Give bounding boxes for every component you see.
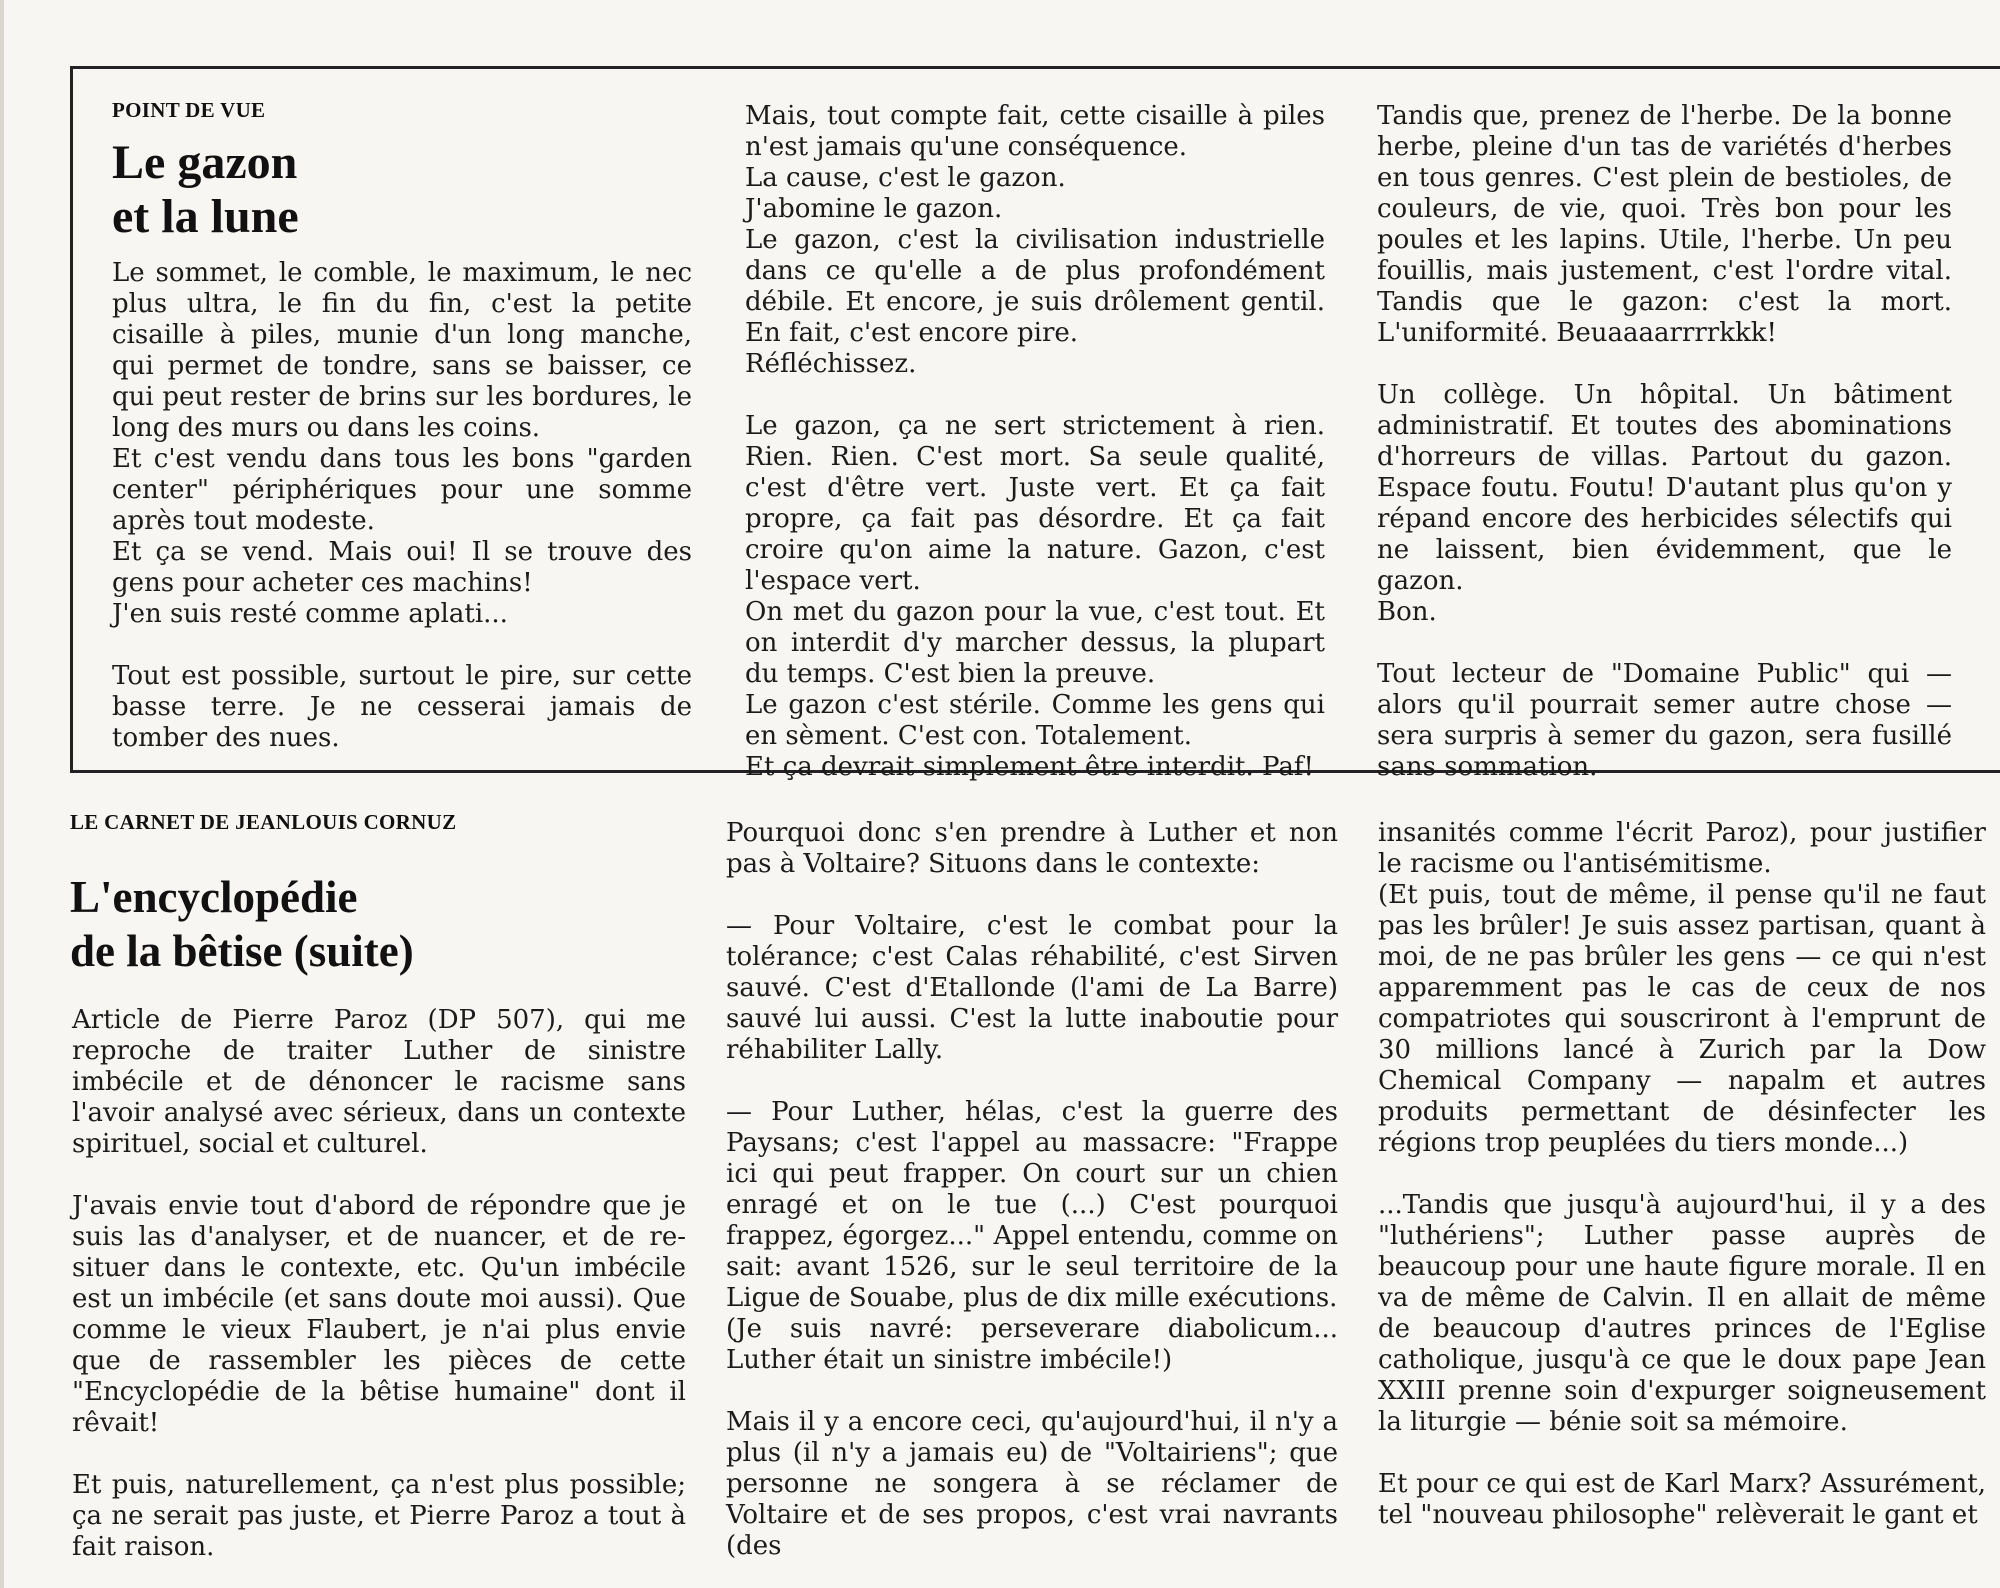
paragraph: Et c'est vendu dans tous les bons "garden center" périphériques pour une somme après tout modeste. [112, 444, 692, 536]
section-kicker-point-de-vue: POINT DE VUE [112, 98, 266, 122]
section-kicker-carnet: LE CARNET DE JEANLOUIS CORNUZ [70, 810, 457, 834]
paragraph: ...Tandis que jusqu'à aujourd'hui, il y a des "luthériens"; Luther passe auprès de beaucoup pour une haute figure morale. Il en va de même de Calvin. Il en allait de même de beaucoup d'autres princes de l'Eglise catholique, jusqu'à ce que le doux pape Jean XXIII prenne soin d'expurger soigneusement la liturgie — bénie soit sa mémoire. [1378, 1190, 1986, 1437]
carnet-column-2 [726, 818, 1338, 1562]
paragraph: — Pour Voltaire, c'est le combat pour la tolérance; c'est Calas réhabilité, c'est Sirven sauvé. C'est d'Etallonde (l'ami de La Barre) sauvé lui aussi. C'est la lutte inaboutie pour réhabiliter Lally. [726, 911, 1338, 1065]
paragraph: La cause, c'est le gazon. [745, 163, 1066, 193]
page-left-edge [0, 0, 4, 1588]
paragraph: Un collège. Un hôpital. Un bâtiment administratif. Et toutes des abominations d'horreurs de villas. Partout du gazon. Espace foutu. Foutu! D'autant plus qu'on y répand encore des herbicides sélectifs qui ne laissent, bien évidemment, que le gazon. [1377, 380, 1952, 596]
paragraph: Réfléchissez. [745, 349, 917, 379]
headline-line-1: Le gazon [112, 136, 298, 189]
gazon-column-2 [745, 101, 1325, 783]
paragraph: Pourquoi donc s'en prendre à Luther et non pas à Voltaire? Situons dans le contexte: [726, 818, 1338, 879]
paragraph: Mais, tout compte fait, cette cisaille à piles n'est jamais qu'une conséquence. [745, 101, 1325, 162]
paragraph: Mais il y a encore ceci, qu'aujourd'hui, il n'y a plus (il n'y a jamais eu) de "Voltairiens"; que personne ne songera à se réclamer de Voltaire et de ses propos, c'est vrai navrants (des [726, 1407, 1338, 1561]
headline-line-2: et la lune [112, 190, 299, 243]
paragraph: (Et puis, tout de même, il pense qu'il ne faut pas les brûler! Je suis assez partisan, quant à moi, de ne pas brûler les gens — ce qui n'est apparemment pas le cas de ceux de nos compatriotes qui souscriront à l'emprunt de 30 millions lancé à Zurich par la Dow Chemical Company — napalm et autres produits permettant de désinfecter les régions trop peuplées du tiers monde...) [1378, 880, 1986, 1158]
paragraph: Et pour ce qui est de Karl Marx? Assurément, tel "nouveau philosophe" relèverait le gant et [1378, 1469, 1986, 1530]
paragraph: — Pour Luther, hélas, c'est la guerre des Paysans; c'est l'appel au massacre: "Frappe ici qui peut frapper. On court sur un chien enragé et on le tue (...) C'est pourquoi frappez, égorgez..." Appel entendu, comme on sait: avant 1526, sur le seul territoire de la Ligue de Souabe, plus de dix mille exécutions. [726, 1097, 1338, 1313]
paragraph: Et puis, naturellement, ça n'est plus possible; ça ne serait pas juste, et Pierre Paroz a tout à fait raison. [72, 1470, 686, 1562]
headline-line-1: L'encyclopédie [70, 872, 358, 922]
paragraph: (Je suis navré: perseverare diabolicum... Luther était un sinistre imbécile!) [726, 1314, 1338, 1375]
paragraph: insanités comme l'écrit Paroz), pour justifier le racisme ou l'antisémitisme. [1378, 818, 1986, 879]
paragraph: Le gazon, c'est la civilisation industrielle dans ce qu'elle a de plus profondément débile. Et encore, je suis drôlement gentil. En fait, c'est encore pire. [745, 225, 1325, 348]
paragraph: On met du gazon pour la vue, c'est tout. Et on interdit d'y marcher dessus, la plupart du temps. C'est bien la preuve. [745, 597, 1325, 689]
paragraph: Article de Pierre Paroz (DP 507), qui me reproche de traiter Luther de sinistre imbécile et de dénoncer le racisme sans l'avoir analysé avec sérieux, dans un contexte spirituel, social et culturel. [72, 1005, 686, 1159]
gazon-column-3 [1377, 101, 1952, 783]
headline-line-2: de la bêtise (suite) [70, 926, 414, 976]
paragraph: Tandis que, prenez de l'herbe. De la bonne herbe, pleine d'un tas de variétés d'herbes en tous genres. C'est plein de bestioles, de couleurs, de vie, quoi. Très bon pour les poules et les lapins. Utile, l'herbe. Un peu fouillis, mais justement, c'est l'ordre vital. Tandis que le gazon: c'est la mort. L'uniformité. Beuaaaarrrrkkk! [1377, 101, 1952, 348]
paragraph: J'avais envie tout d'abord de répondre que je suis las d'analyser, et de nuancer, et de re-situer dans le contexte, etc. Qu'un imbécile est un imbécile (et sans doute moi aussi). Que comme le vieux Flaubert, je n'ai plus envie que de rassembler les pièces de cette "Encyclopédie de la bêtise humaine" dont il rêvait! [72, 1191, 686, 1438]
paragraph: Bon. [1377, 597, 1437, 627]
paragraph: Tout est possible, surtout le pire, sur cette basse terre. Je ne cesserai jamais de tomber des nues. [112, 661, 692, 753]
carnet-column-3 [1378, 818, 1986, 1531]
paragraph: J'en suis resté comme aplati... [112, 599, 508, 629]
paragraph: Et ça se vend. Mais oui! Il se trouve des gens pour acheter ces machins! [112, 537, 692, 598]
paragraph: Le gazon c'est stérile. Comme les gens qui en sèment. C'est con. Totalement. [745, 690, 1325, 751]
paragraph: Le gazon, ça ne sert strictement à rien. Rien. Rien. C'est mort. Sa seule qualité, c'est d'être vert. Juste vert. Et ça fait propre, ça fait pas désordre. Et ça fait croire qu'on aime la nature. Gazon, c'est l'espace vert. [745, 411, 1325, 596]
headline-le-gazon [112, 136, 299, 244]
carnet-column-1 [72, 1005, 686, 1563]
headline-encyclopedie [70, 870, 414, 978]
gazon-column-1 [112, 258, 692, 754]
paragraph: J'abomine le gazon. [745, 194, 1003, 224]
paragraph: Le sommet, le comble, le maximum, le nec plus ultra, le fin du fin, c'est la petite cisaille à piles, munie d'un long manche, qui permet de tondre, sans se baisser, ce qui peut rester de brins sur les bordures, le long des murs ou dans les coins. [112, 258, 692, 443]
paragraph: Et ça devrait simplement être interdit. Paf! [745, 752, 1314, 782]
paragraph: Tout lecteur de "Domaine Public" qui — alors qu'il pourrait semer autre chose — sera surpris à semer du gazon, sera fusillé sans sommation. [1377, 659, 1952, 782]
